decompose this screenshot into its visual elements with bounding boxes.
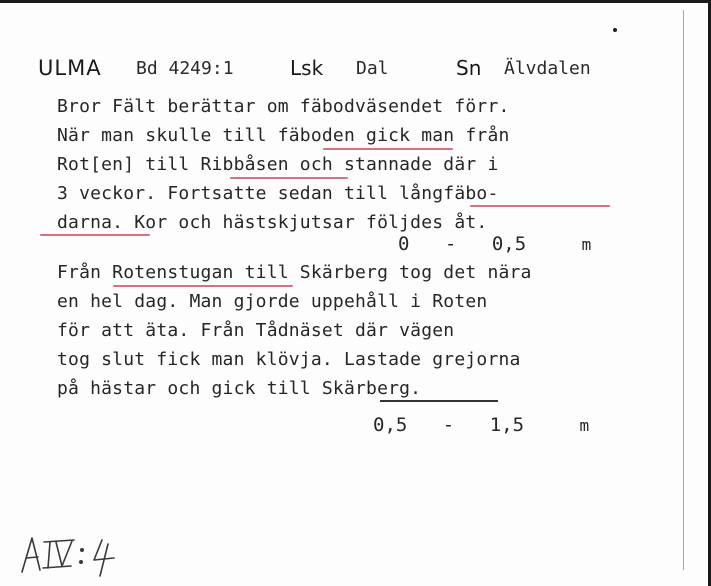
paragraph-2 [57, 258, 532, 403]
text-line: på hästar och gick till Skärberg. [57, 378, 422, 399]
text-line: När man skulle till fäboden gick man från [57, 125, 510, 146]
text-line: tog slut fick man klövja. Lastade grejorna [57, 349, 521, 370]
text-line: för att äta. Från Tådnäset där vägen [57, 320, 455, 341]
measure-from: 0 [398, 233, 410, 255]
card-top-edge [0, 0, 711, 3]
underline-langfabodarna-1 [470, 205, 610, 207]
underline-skarberg [380, 400, 498, 402]
text-line: Rot[en] till Ribbåsen och stannade där i [57, 154, 499, 175]
measure-dash: - [444, 233, 457, 255]
landskap-value: Dal [356, 58, 389, 79]
measure-unit: m [579, 416, 590, 435]
measure-unit: m [581, 235, 592, 254]
text-line: en hel dag. Man gjorde uppehåll i Roten [57, 291, 488, 312]
socken-label: Sn [456, 56, 482, 80]
measure-to: 0,5 [491, 233, 527, 255]
record-number: Bd 4249:1 [136, 58, 234, 79]
measure-from: 0,5 [373, 414, 408, 436]
paragraph-1 [57, 92, 510, 237]
text-line: Från Rotenstugan till Skärberg tog det nära [57, 262, 532, 283]
card-margin-rule [683, 10, 684, 570]
landskap-label: Lsk [290, 56, 324, 80]
archive-name: ULMA [38, 56, 102, 80]
ink-dot-mark [613, 28, 617, 32]
text-line: 3 veckor. Fortsatte sedan till långfäbo- [57, 183, 499, 204]
card-header [38, 52, 658, 86]
text-line: darna. Kor och hästskjutsar följdes åt. [57, 212, 488, 233]
measure-dash: - [442, 414, 455, 436]
measure-1 [398, 233, 591, 255]
underline-faboden [323, 148, 453, 150]
socken-value: Älvdalen [504, 58, 591, 79]
measure-2 [373, 414, 589, 436]
underline-ribbasen [230, 177, 348, 179]
text-line: Bror Fält berättar om fäbodväsendet förr. [57, 96, 510, 117]
handwritten-signature [16, 528, 126, 580]
measure-to: 1,5 [489, 414, 525, 436]
underline-langfabodarna-2 [40, 234, 150, 236]
underline-rotenstugan [113, 285, 293, 287]
